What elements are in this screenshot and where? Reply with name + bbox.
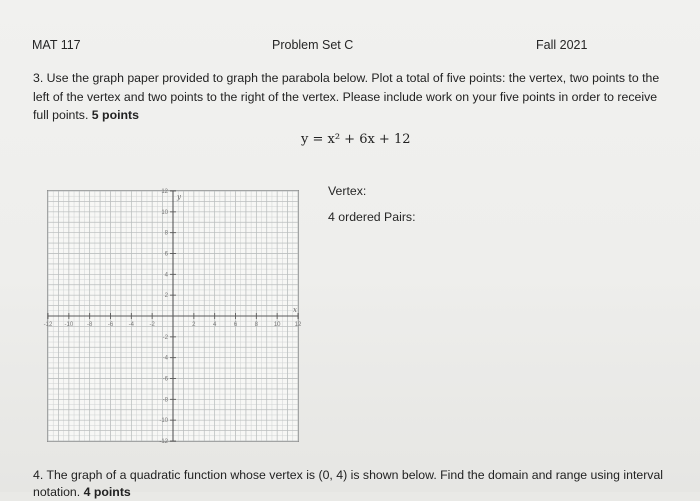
y-tick-label: -4	[162, 355, 168, 362]
y-tick-label: -8	[162, 397, 168, 404]
vertex-answer-label: Vertex:	[328, 184, 367, 198]
x-tick-label: 6	[233, 322, 238, 328]
y-tick-label: 2	[164, 293, 168, 300]
y-tick-label: -12	[159, 439, 168, 445]
y-tick-label: 4	[164, 272, 168, 279]
y-tick-label: 10	[161, 209, 168, 216]
ordered-pairs-answer-label: 4 ordered Pairs:	[328, 210, 416, 224]
problem-set-title: Problem Set C	[272, 38, 354, 52]
x-axis-label: x	[293, 306, 297, 314]
x-tick-label: -4	[128, 322, 135, 328]
graph-paper[interactable]	[43, 189, 302, 445]
y-tick-label: 8	[164, 230, 168, 237]
question-3	[33, 69, 661, 125]
term-label: Fall 2021	[536, 38, 588, 52]
x-tick-label: -2	[149, 322, 155, 328]
x-tick-label: -6	[107, 322, 114, 328]
coordinate-grid[interactable]	[43, 189, 302, 445]
x-tick-label: 2	[192, 322, 196, 328]
y-tick-label: -10	[159, 418, 168, 425]
y-tick-label: -6	[162, 376, 168, 383]
course-code: MAT 117	[32, 38, 81, 52]
y-tick-label: 12	[161, 189, 168, 195]
x-tick-label: 4	[212, 322, 217, 328]
x-tick-label: -12	[43, 322, 53, 328]
question-3-points: 5 points	[91, 108, 139, 122]
y-tick-label: -2	[162, 334, 168, 341]
question-4	[33, 467, 673, 501]
y-axis-label: y	[177, 193, 181, 201]
x-tick-label: 8	[254, 322, 259, 328]
question-3-text: 3. Use the graph paper provided to graph the parabola below. Plot a total of five points: the vertex, two points to the left of the vertex and two points to the right of the vertex. Please include work on your five points in order to receive full points.	[33, 71, 660, 122]
question-4-text: 4. The graph of a quadratic function whose vertex is (0, 4) is shown below. Find the domain and range using interval notation.	[33, 468, 664, 499]
x-tick-label: 10	[273, 322, 281, 328]
y-tick-label: 6	[164, 251, 168, 258]
x-tick-label: -10	[64, 322, 74, 328]
x-tick-label: 12	[294, 322, 302, 328]
parabola-equation: y = x² + 6x + 12	[301, 132, 411, 147]
x-tick-label: -8	[86, 322, 93, 328]
question-4-points: 4 points	[83, 485, 131, 499]
